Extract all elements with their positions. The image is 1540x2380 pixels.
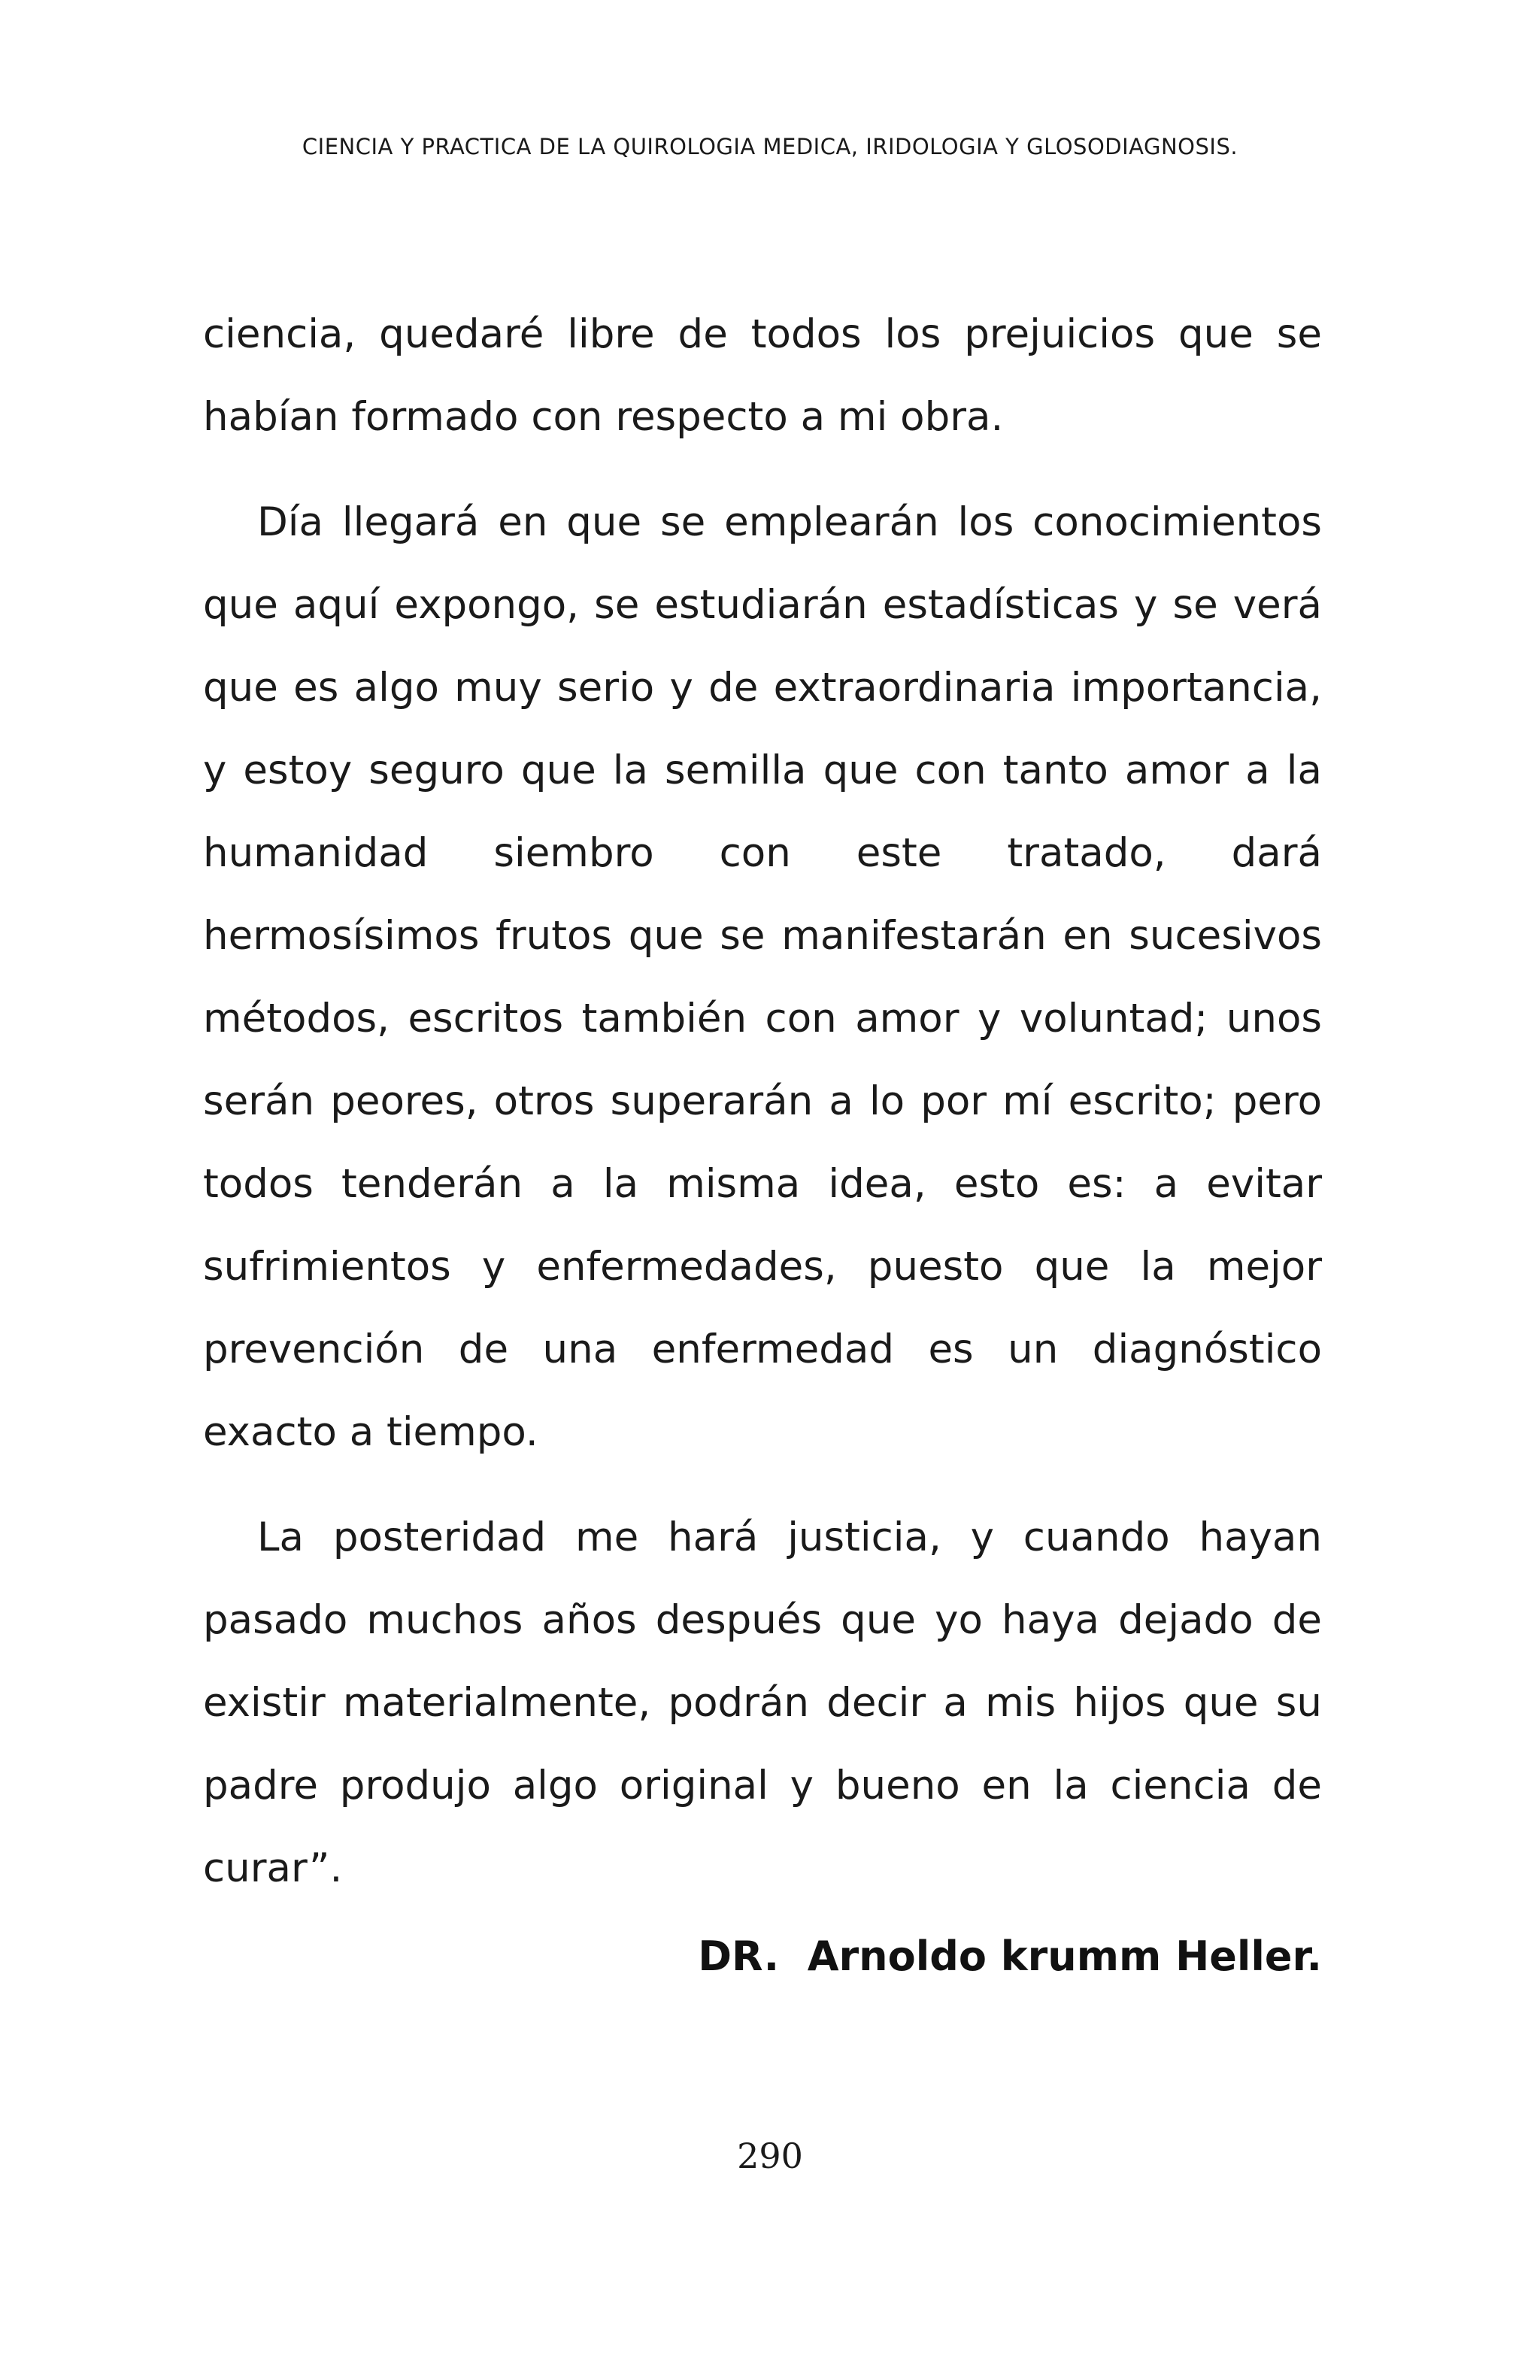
paragraph-continuation: ciencia, quedaré libre de todos los prejuicios que se habían formado con respecto a mi obra. [203, 311, 1322, 440]
page-number: 290 [737, 2136, 803, 2176]
body-text [203, 293, 1322, 1910]
paragraph-prediction: Día llegará en que se emplearán los conocimientos que aquí expongo, se estudiarán estadísticas y se verá que es algo muy serio y de extraordinaria importancia, y estoy seguro que la semilla que con tanto amor a la humanidad siembro con este tratado, dará hermosísimos frutos que se manifestarán en sucesivos métodos, escritos también con amor y voluntad; unos serán peores, otros superarán a lo por mí escrito; pero todos tenderán a la misma idea, esto es: a evitar sufrimientos y enfermedades, puesto que la mejor prevención de una enfermedad es un diagnóstico exacto a tiempo. [203, 499, 1322, 1455]
running-header: CIENCIA Y PRACTICA DE LA QUIROLOGIA MEDICA, IRIDOLOGIA Y GLOSODIAGNOSIS. [302, 134, 1238, 159]
paragraph-posterity: La posteridad me hará justicia, y cuando hayan pasado muchos años después que yo haya dejado de existir materialmente, podrán decir a mis hijos que su padre produjo algo original y bueno en la ciencia de curar”. [203, 1514, 1322, 1891]
author-signature: DR. Arnoldo krumm Heller. [698, 1933, 1322, 1980]
